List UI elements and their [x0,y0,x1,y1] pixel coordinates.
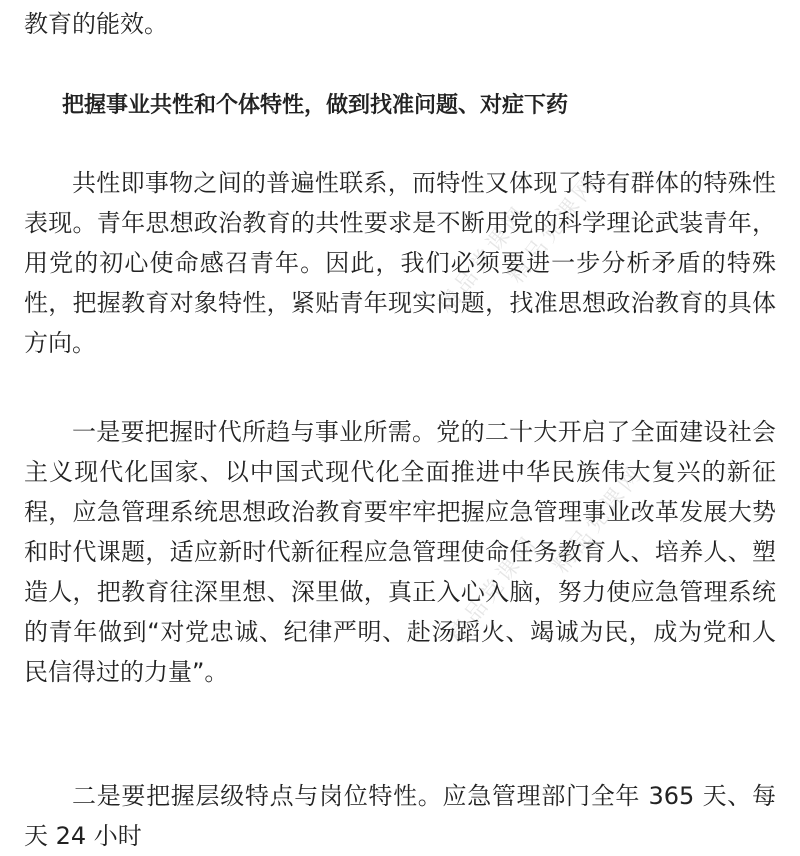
section-heading: 把握事业共性和个体特性，做到找准问题、对症下药 [62,93,569,118]
lead-text: 教育的能效。 [24,10,168,38]
paragraph-second-point: 二是要把握层级特点与岗位特性。应急管理部门全年 365 天、每天 24 小时 [24,782,776,850]
paragraph-commonality: 共性即事物之间的普遍性联系，而特性又体现了特有群体的特殊性表现。青年思想政治教育的共性要求是不断用党的科学理论武装青年，用党的初心使命感召青年。因此，我们必须要进一步分析矛盾的特殊性，把握教育对象特性，紧贴青年现实问题，找准思想政治教育的具体方向。 [24,169,776,357]
paragraph-first-point: 一是要把握时代所趋与事业所需。党的二十大开启了全面建设社会主义现代化国家、以中国式现代化全面推进中华民族伟大复兴的新征程，应急管理系统思想政治教育要牢牢把握应急管理事业改革发展大势和时代课题，适应新时代新征程应急管理使命任务教育人、培养人、塑造人，把教育往深里想、深里做，真正入心入脑，努力使应急管理系统的青年做到“对党忠诚、纪律严明、赴汤蹈火、竭诚为民，成为党和人民信得过的力量”。 [24,418,776,686]
watermark: 精品党课网 [503,170,604,289]
watermark: 精品党课网 [548,460,649,579]
watermark: 精品党课网 [433,200,534,319]
watermark: 精品党课网 [443,530,544,649]
